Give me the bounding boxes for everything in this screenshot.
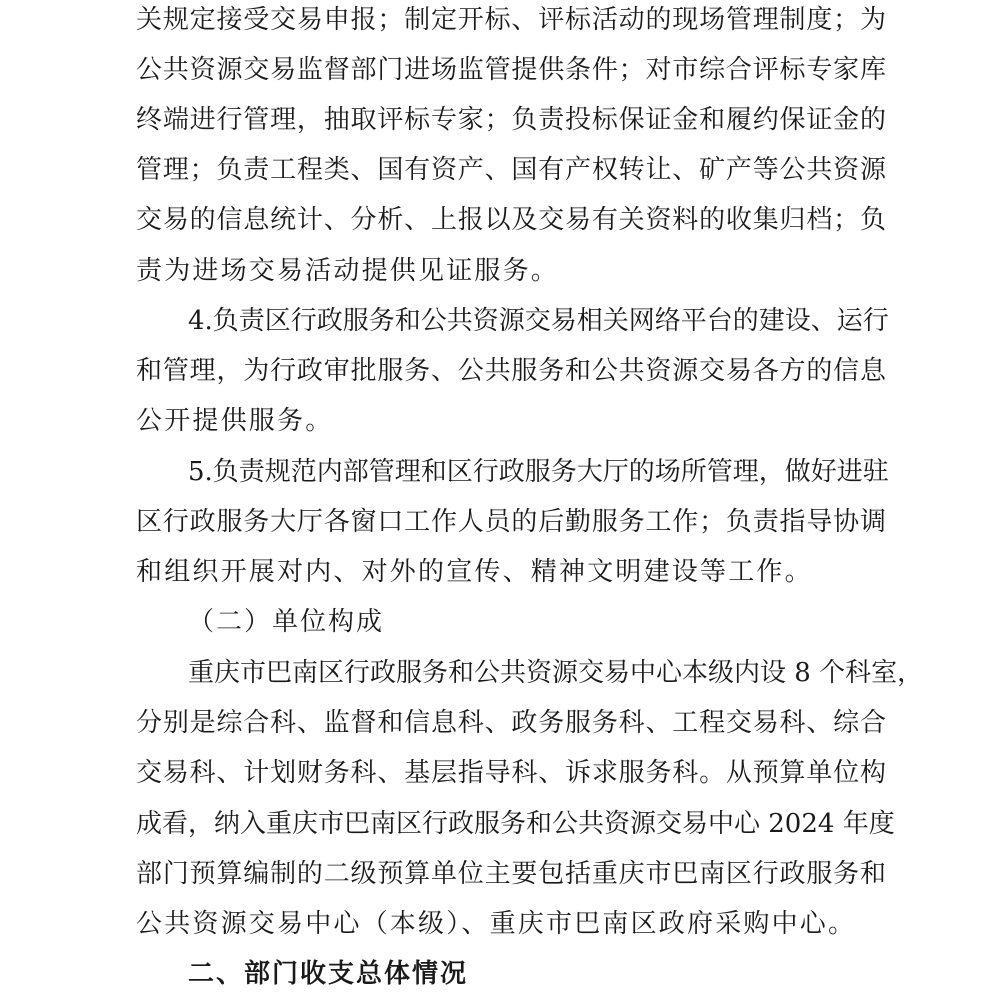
paragraph-line: 和组织开展对内、对外的宣传、精神文明建设等工作。 xyxy=(136,557,813,587)
paragraph-line: 管理；负责工程类、国有资产、国有产权转让、矿产等公共资源 xyxy=(136,155,886,185)
paragraph-line: 终端进行管理，抽取评标专家；负责投标保证金和履约保证金的 xyxy=(136,105,886,135)
paragraph-line: 区行政服务大厅各窗口工作人员的后勤服务工作；负责指导协调 xyxy=(136,507,886,537)
list-item-4: 4.负责区行政服务和公共资源交易相关网络平台的建设、运行 xyxy=(188,306,889,336)
paragraph-line: 成看，纳入重庆市巴南区行政服务和公共资源交易中心 2024 年度 xyxy=(136,809,895,839)
paragraph-line: 责为进场交易活动提供见证服务。 xyxy=(136,256,560,286)
paragraph-line: 和管理，为行政审批服务、公共服务和公共资源交易各方的信息 xyxy=(136,356,886,386)
subsection-heading: （二）单位构成 xyxy=(188,607,385,637)
list-item-5: 5.负责规范内部管理和区行政服务大厅的场所管理，做好进驻 xyxy=(188,457,889,487)
paragraph-line: 关规定接受交易申报；制定开标、评标活动的现场管理制度；为 xyxy=(136,5,886,35)
paragraph-line: 公共资源交易监督部门进场监管提供条件；对市综合评标专家库 xyxy=(136,55,886,85)
section-heading: 二、部门收支总体情况 xyxy=(188,959,469,989)
paragraph-line: 部门预算编制的二级预算单位主要包括重庆市巴南区行政服务和 xyxy=(136,859,886,889)
paragraph-line: 交易的信息统计、分析、上报以及交易有关资料的收集归档；负 xyxy=(136,205,886,235)
paragraph-line: 重庆市巴南区行政服务和公共资源交易中心本级内设 8 个科室， xyxy=(188,658,924,688)
paragraph-line: 公开提供服务。 xyxy=(136,406,334,436)
paragraph-line: 分别是综合科、监督和信息科、政务服务科、工程交易科、综合 xyxy=(136,708,886,738)
paragraph-line: 公共资源交易中心（本级）、重庆市巴南区政府采购中心。 xyxy=(136,909,857,939)
paragraph-line: 交易科、计划财务科、基层指导科、诉求服务科。从预算单位构 xyxy=(136,758,886,788)
